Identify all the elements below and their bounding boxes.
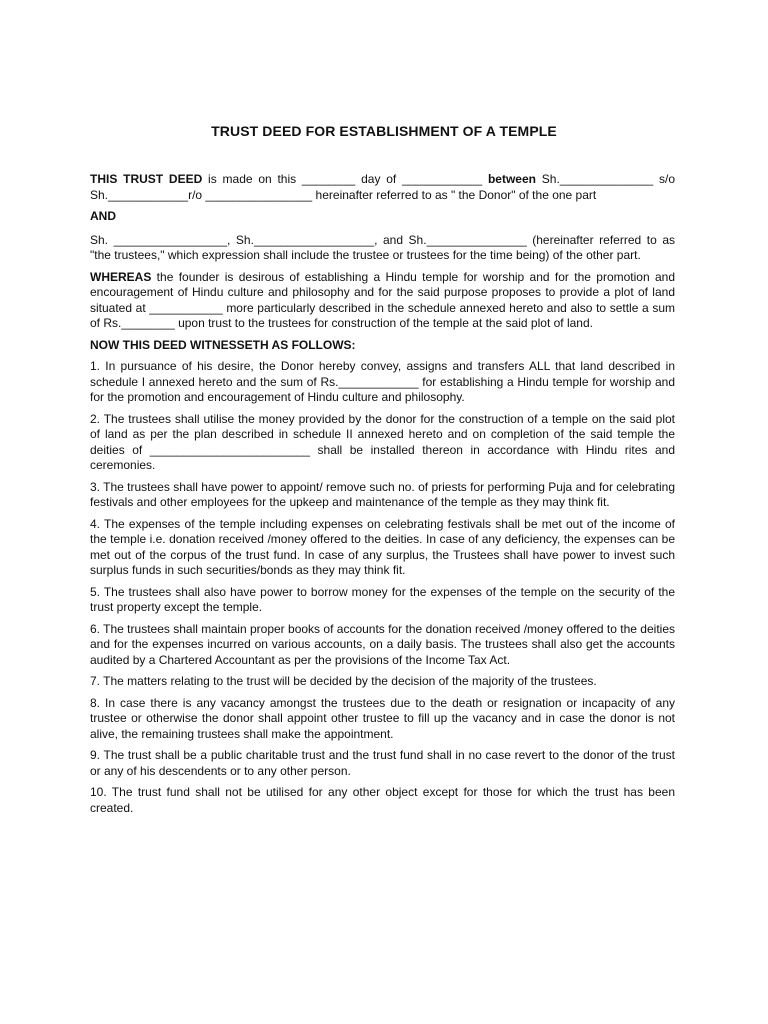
clause-6: 6. The trustees shall maintain proper books of accounts for the donation received /money offered to the deities and for the expenses incurred on various accounts, on a daily basis. The trustees shall also get the accounts audited by a Chartered Accountant as per the provisions of the Income Tax Act. [90,621,675,667]
clause-10: 10. The trust fund shall not be utilised for any other object except for those for which the trust has been created. [90,785,675,815]
parties-paragraph: Sh. _________________, Sh.__________________, and Sh._______________ (hereinafter referred to as "the trustees," which expression shall include the trustee or trustees for the time being) of the other part. [90,232,675,262]
clause-9: 9. The trust shall be a public charitable trust and the trust fund shall in no case revert to the donor of the trust or any of his descendents or to any other person. [90,748,675,778]
clause-3: 3. The trustees shall have power to appoint/ remove such no. of priests for performing Puja and for celebrating festivals and other employees for the upkeep and maintenance of the temple as they may think fit. [90,479,675,509]
whereas-paragraph [90,270,675,332]
witnesseth-heading: NOW THIS DEED WITNESSETH AS FOLLOWS: [90,337,356,352]
intro-bold-lead: THIS TRUST DEED [90,172,203,186]
intro-bold-between: between [487,172,536,186]
document-body [90,172,675,822]
intro-paragraph [90,172,675,203]
clause-1: 1. In pursuance of his desire, the Donor hereby convey, assigns and transfers ALL that land described in schedule I annexed hereto and the sum of Rs.____________ for establishing a Hindu temple for worship and for the promotion and encouragement of Hindu culture and philosophy. [90,359,675,404]
intro-text-1: is made on this ________ day of ____________ [202,172,488,186]
whereas-text: the founder is desirous of establishing a Hindu temple for worship and for the promotion and encouragement of Hindu culture and philosophy and for the said purpose proposes to provide a plot of land situated at ___________ more particularly described in the schedule annexed hereto and also to settle a sum of Rs.________ upon trust to the trustees for construction of the temple at the said plot of land. [90,269,675,330]
clause-5: 5. The trustees shall also have power to borrow money for the expenses of the temple on the security of the trust property except the temple. [90,584,675,614]
clause-7: 7. The matters relating to the trust will be decided by the decision of the majority of the trustees. [90,674,597,688]
clause-4: 4. The expenses of the temple including expenses on celebrating festivals shall be met out of the income of the temple i.e. donation received /money offered to the deities. In case of any deficiency, the expenses can be met out of the corpus of the trust fund. In case of any surplus, the Trustees shall have power to invest such surplus funds in such securities/bonds as they may think fit. [90,516,675,577]
whereas-bold: WHEREAS [90,269,152,284]
clause-2: 2. The trustees shall utilise the money provided by the donor for the construction of a temple on the said plot of land as per the plan described in schedule II annexed hereto and on completion of the said temple the deities of ________________________ shall be installed thereon in accordance with Hindu rites and ceremonies. [90,411,675,472]
intro-text-2: Sh.______________ s/o Sh.____________r/o ________________ hereinafter referred to as " the Donor" of the one part [90,172,676,202]
clause-8: 8. In case there is any vacancy amongst the trustees due to the death or resignation or incapacity of any trustee or otherwise the donor shall appoint other trustee to fill up the vacancy and in case the donor is not alive, the remaining trustees shall make the appointment. [90,695,675,741]
and-heading: AND [90,209,116,223]
document-title: TRUST DEED FOR ESTABLISHMENT OF A TEMPLE [211,123,557,139]
